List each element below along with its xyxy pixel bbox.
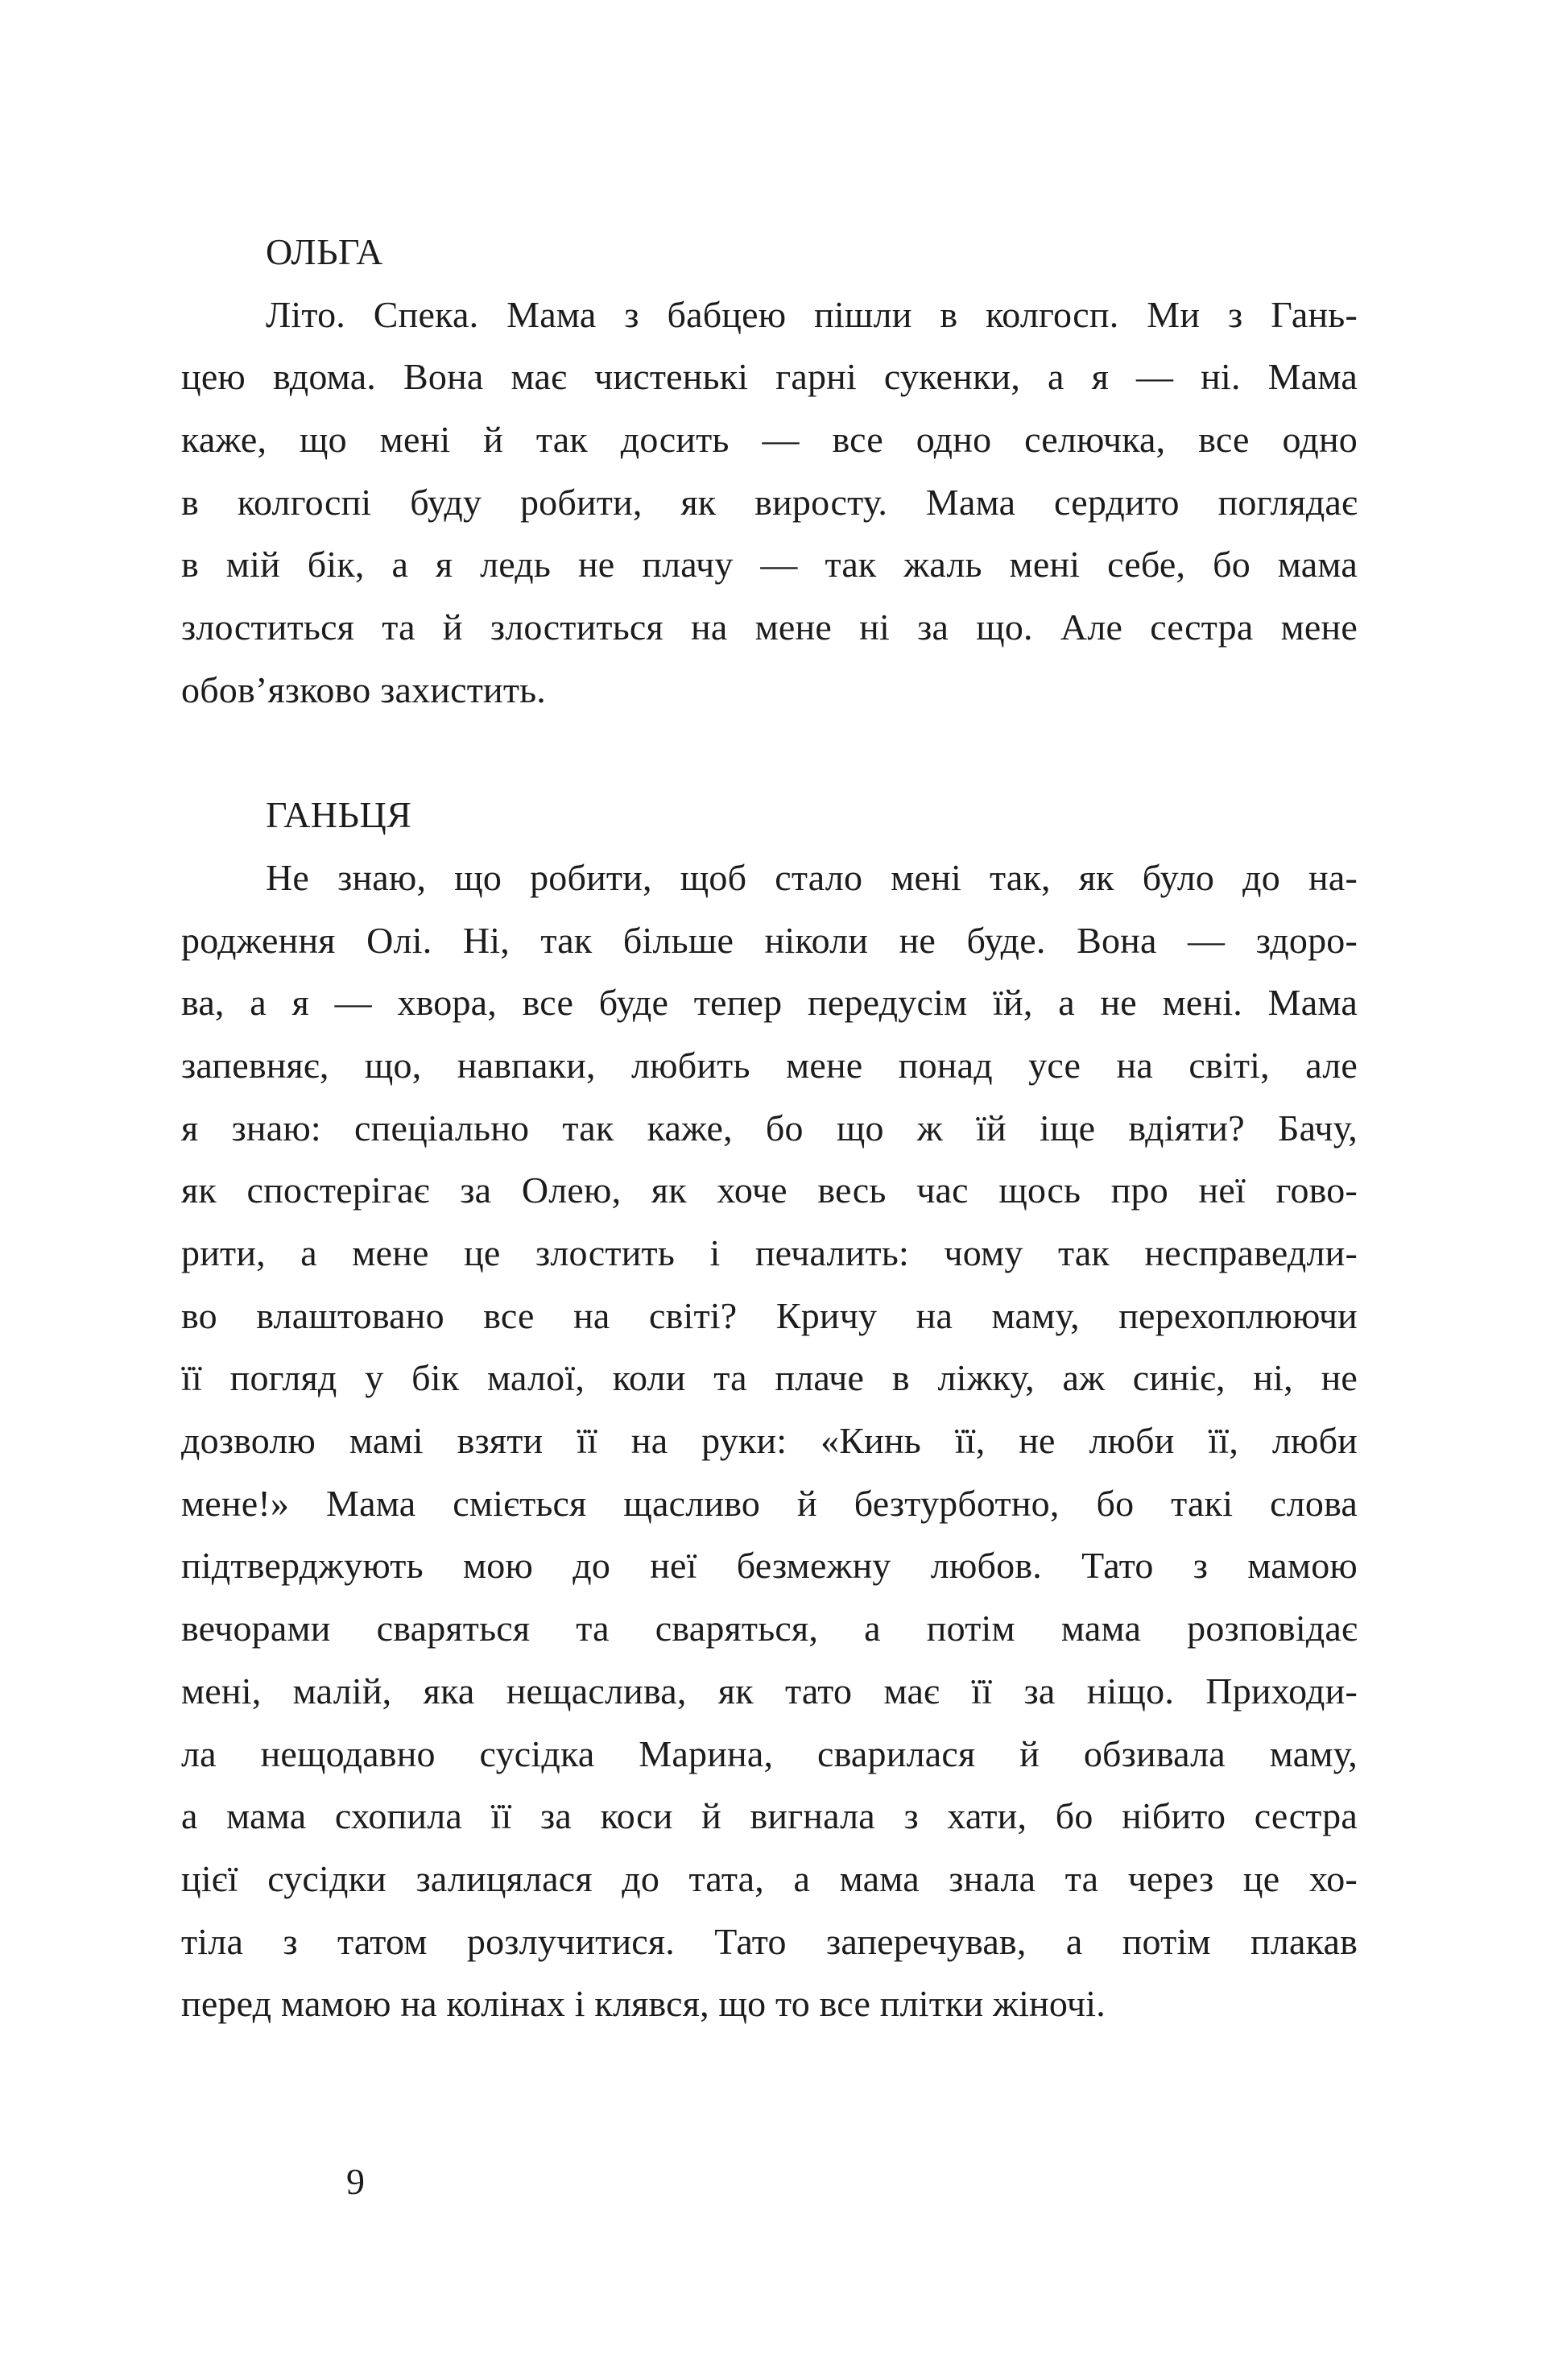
page-number: 9 <box>346 2161 365 2202</box>
text-line: ва, а я — хвора, все буде тепер передусім їй, а не мені. Мама <box>181 982 1358 1024</box>
text-line: я знаю: спеціально так каже, бо що ж їй іще вдіяти? Бачу, <box>181 1107 1358 1149</box>
text-line: Літо. Спека. Мама з бабцею пішли в колгосп. Ми з Гань- <box>266 293 1358 335</box>
paragraph-spacer <box>181 722 1358 784</box>
text-block <box>181 221 1358 2035</box>
text-line: запевняє, що, навпаки, любить мене понад усе на світі, але <box>181 1044 1358 1086</box>
text-line: в колгоспі буду робити, як виросту. Мама сердито поглядає <box>181 481 1358 523</box>
section-heading: ОЛЬГА <box>266 231 383 272</box>
text-line: а мама схопила її за коси й вигнала з хати, бо нібито сестра <box>181 1795 1358 1837</box>
text-line: ла нещодавно сусідка Марина, сварилася й обзивала маму, <box>181 1732 1358 1774</box>
text-line: обов’язково захистить. <box>181 668 547 710</box>
text-line: мені, малій, яка нещаслива, як тато має її за ніщо. Приходи- <box>181 1670 1358 1712</box>
text-line: цієї сусідки залицялася до тата, а мама знала та через це хо- <box>181 1857 1358 1899</box>
text-line: тіла з татом розлучитися. Тато заперечував, а потім плакав <box>181 1920 1358 1962</box>
text-line: перед мамою на колінах і клявся, що то все плітки жіночі. <box>181 1983 1106 2025</box>
text-line: як спостерігає за Олею, як хоче весь час щось про неї гово- <box>181 1169 1358 1211</box>
text-line: во влаштовано все на світі? Кричу на маму, перехоплюючи <box>181 1294 1358 1336</box>
text-line: її погляд у бік малої, коли та плаче в ліжку, аж синіє, ні, не <box>181 1357 1358 1399</box>
text-line: дозволю мамі взяти її на руки: «Кинь її, не люби її, люби <box>181 1420 1358 1462</box>
section-heading: ГАНЬЦЯ <box>266 794 412 836</box>
text-line: Не знаю, що робити, щоб стало мені так, як було до на- <box>266 856 1358 898</box>
text-line: в мій бік, а я ледь не плачу — так жаль мені себе, бо мама <box>181 544 1358 586</box>
text-line: підтверджують мою до неї безмежну любов. Тато з мамою <box>181 1545 1358 1587</box>
text-line: вечорами сваряться та сваряться, а потім мама розповідає <box>181 1608 1358 1649</box>
text-line: цею вдома. Вона має чистенькі гарні сукенки, а я — ні. Мама <box>181 356 1358 398</box>
text-line: мене!» Мама сміється щасливо й безтурботно, бо такі слова <box>181 1482 1358 1524</box>
text-line: злоститься та й злоститься на мене ні за що. Але сестра мене <box>181 606 1358 648</box>
text-line: рити, а мене це злостить і печалить: чому так несправедли- <box>181 1232 1358 1273</box>
text-line: родження Олі. Ні, так більше ніколи не буде. Вона — здоро- <box>181 919 1358 961</box>
text-line: каже, що мені й так досить — все одно селючка, все одно <box>181 419 1358 461</box>
